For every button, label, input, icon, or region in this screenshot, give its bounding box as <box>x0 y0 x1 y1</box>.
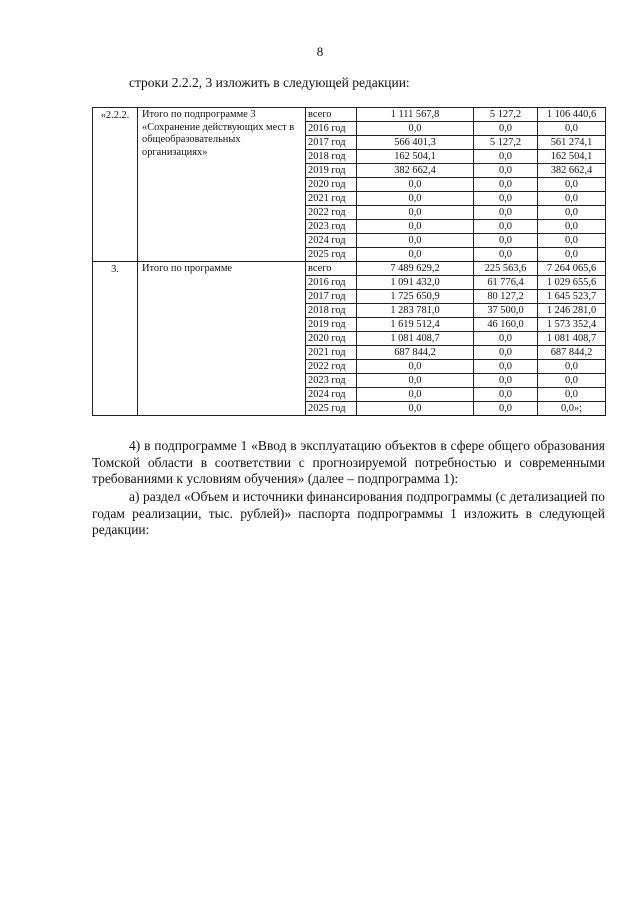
regional-cell: 0,0 <box>538 192 606 206</box>
total-cell: 382 662,4 <box>357 164 474 178</box>
federal-cell: 0,0 <box>474 402 538 416</box>
period-cell: 2022 год <box>306 206 357 220</box>
financing-table <box>92 107 606 416</box>
period-cell: 2016 год <box>306 122 357 136</box>
regional-cell: 382 662,4 <box>538 164 606 178</box>
regional-cell: 1 029 655,6 <box>538 276 606 290</box>
period-cell: 2024 год <box>306 388 357 402</box>
regional-cell: 7 264 065,6 <box>538 262 606 276</box>
regional-cell: 0,0 <box>538 360 606 374</box>
total-cell: 1 283 781,0 <box>357 304 474 318</box>
period-cell: 2025 год <box>306 402 357 416</box>
regional-cell: 0,0 <box>538 122 606 136</box>
period-cell: 2021 год <box>306 192 357 206</box>
total-cell: 0,0 <box>357 402 474 416</box>
period-cell: 2016 год <box>306 276 357 290</box>
regional-cell: 0,0»; <box>538 402 606 416</box>
period-cell: всего <box>306 262 357 276</box>
total-cell: 0,0 <box>357 178 474 192</box>
paragraph-subprogram-1: 4) в подпрограмме 1 «Ввод в эксплуатацию объектов в сфере общего образования Томской области в соответствии с прогнозируемой потребностью и современными требованиями к условиям обучения» (далее – подпрограмма 1): <box>92 438 605 486</box>
period-cell: 2019 год <box>306 164 357 178</box>
federal-cell: 0,0 <box>474 220 538 234</box>
total-cell: 1 091 432,0 <box>357 276 474 290</box>
regional-cell: 0,0 <box>538 388 606 402</box>
page-number: 8 <box>316 44 324 59</box>
row-label-cell: Итого по программе <box>138 262 306 416</box>
period-cell: 2023 год <box>306 374 357 388</box>
regional-cell: 0,0 <box>538 234 606 248</box>
federal-cell: 0,0 <box>474 150 538 164</box>
period-cell: 2018 год <box>306 304 357 318</box>
federal-cell: 0,0 <box>474 234 538 248</box>
row-code-cell: «2.2.2. <box>93 108 138 262</box>
federal-cell: 225 563,6 <box>474 262 538 276</box>
federal-cell: 0,0 <box>474 122 538 136</box>
period-cell: 2023 год <box>306 220 357 234</box>
federal-cell: 0,0 <box>474 346 538 360</box>
period-cell: 2019 год <box>306 318 357 332</box>
period-cell: 2020 год <box>306 178 357 192</box>
table-row <box>93 108 606 122</box>
period-cell: 2024 год <box>306 234 357 248</box>
federal-cell: 0,0 <box>474 374 538 388</box>
regional-cell: 0,0 <box>538 206 606 220</box>
federal-cell: 0,0 <box>474 206 538 220</box>
total-cell: 0,0 <box>357 248 474 262</box>
federal-cell: 0,0 <box>474 360 538 374</box>
regional-cell: 0,0 <box>538 374 606 388</box>
period-cell: 2025 год <box>306 248 357 262</box>
federal-cell: 5 127,2 <box>474 108 538 122</box>
total-cell: 1 725 650,9 <box>357 290 474 304</box>
federal-cell: 61 776,4 <box>474 276 538 290</box>
total-cell: 687 844,2 <box>357 346 474 360</box>
period-cell: 2020 год <box>306 332 357 346</box>
period-cell: всего <box>306 108 357 122</box>
regional-cell: 687 844,2 <box>538 346 606 360</box>
federal-cell: 0,0 <box>474 178 538 192</box>
total-cell: 0,0 <box>357 374 474 388</box>
regional-cell: 0,0 <box>538 178 606 192</box>
period-cell: 2017 год <box>306 136 357 150</box>
row-code-cell: 3. <box>93 262 138 416</box>
regional-cell: 1 573 352,4 <box>538 318 606 332</box>
total-cell: 0,0 <box>357 360 474 374</box>
total-cell: 1 619 512,4 <box>357 318 474 332</box>
total-cell: 1 111 567,8 <box>357 108 474 122</box>
regional-cell: 561 274,1 <box>538 136 606 150</box>
total-cell: 0,0 <box>357 234 474 248</box>
period-cell: 2022 год <box>306 360 357 374</box>
total-cell: 566 401,3 <box>357 136 474 150</box>
regional-cell: 1 081 408,7 <box>538 332 606 346</box>
total-cell: 162 504,1 <box>357 150 474 164</box>
total-cell: 0,0 <box>357 206 474 220</box>
federal-cell: 0,0 <box>474 388 538 402</box>
total-cell: 0,0 <box>357 122 474 136</box>
period-cell: 2021 год <box>306 346 357 360</box>
intro-text: строки 2.2.2, 3 изложить в следующей редакции: <box>129 75 410 90</box>
table-row <box>93 262 606 276</box>
regional-cell: 1 645 523,7 <box>538 290 606 304</box>
federal-cell: 0,0 <box>474 248 538 262</box>
federal-cell: 5 127,2 <box>474 136 538 150</box>
regional-cell: 0,0 <box>538 220 606 234</box>
period-cell: 2018 год <box>306 150 357 164</box>
total-cell: 1 081 408,7 <box>357 332 474 346</box>
federal-cell: 80 127,2 <box>474 290 538 304</box>
regional-cell: 1 246 281,0 <box>538 304 606 318</box>
total-cell: 0,0 <box>357 220 474 234</box>
paragraph-section-a: а) раздел «Объем и источники финансирования подпрограммы (с детализацией по годам реализации, тыс. рублей)» паспорта подпрограммы 1 изложить в следующей редакции: <box>92 489 605 537</box>
total-cell: 0,0 <box>357 192 474 206</box>
row-label-cell: Итого по подпрограмме 3 «Сохранение действующих мест в общеобразовательных организациях» <box>138 108 306 262</box>
total-cell: 7 489 629,2 <box>357 262 474 276</box>
federal-cell: 0,0 <box>474 192 538 206</box>
federal-cell: 46 160,0 <box>474 318 538 332</box>
federal-cell: 0,0 <box>474 332 538 346</box>
federal-cell: 0,0 <box>474 164 538 178</box>
regional-cell: 0,0 <box>538 248 606 262</box>
regional-cell: 1 106 440,6 <box>538 108 606 122</box>
period-cell: 2017 год <box>306 290 357 304</box>
federal-cell: 37 500,0 <box>474 304 538 318</box>
regional-cell: 162 504,1 <box>538 150 606 164</box>
total-cell: 0,0 <box>357 388 474 402</box>
